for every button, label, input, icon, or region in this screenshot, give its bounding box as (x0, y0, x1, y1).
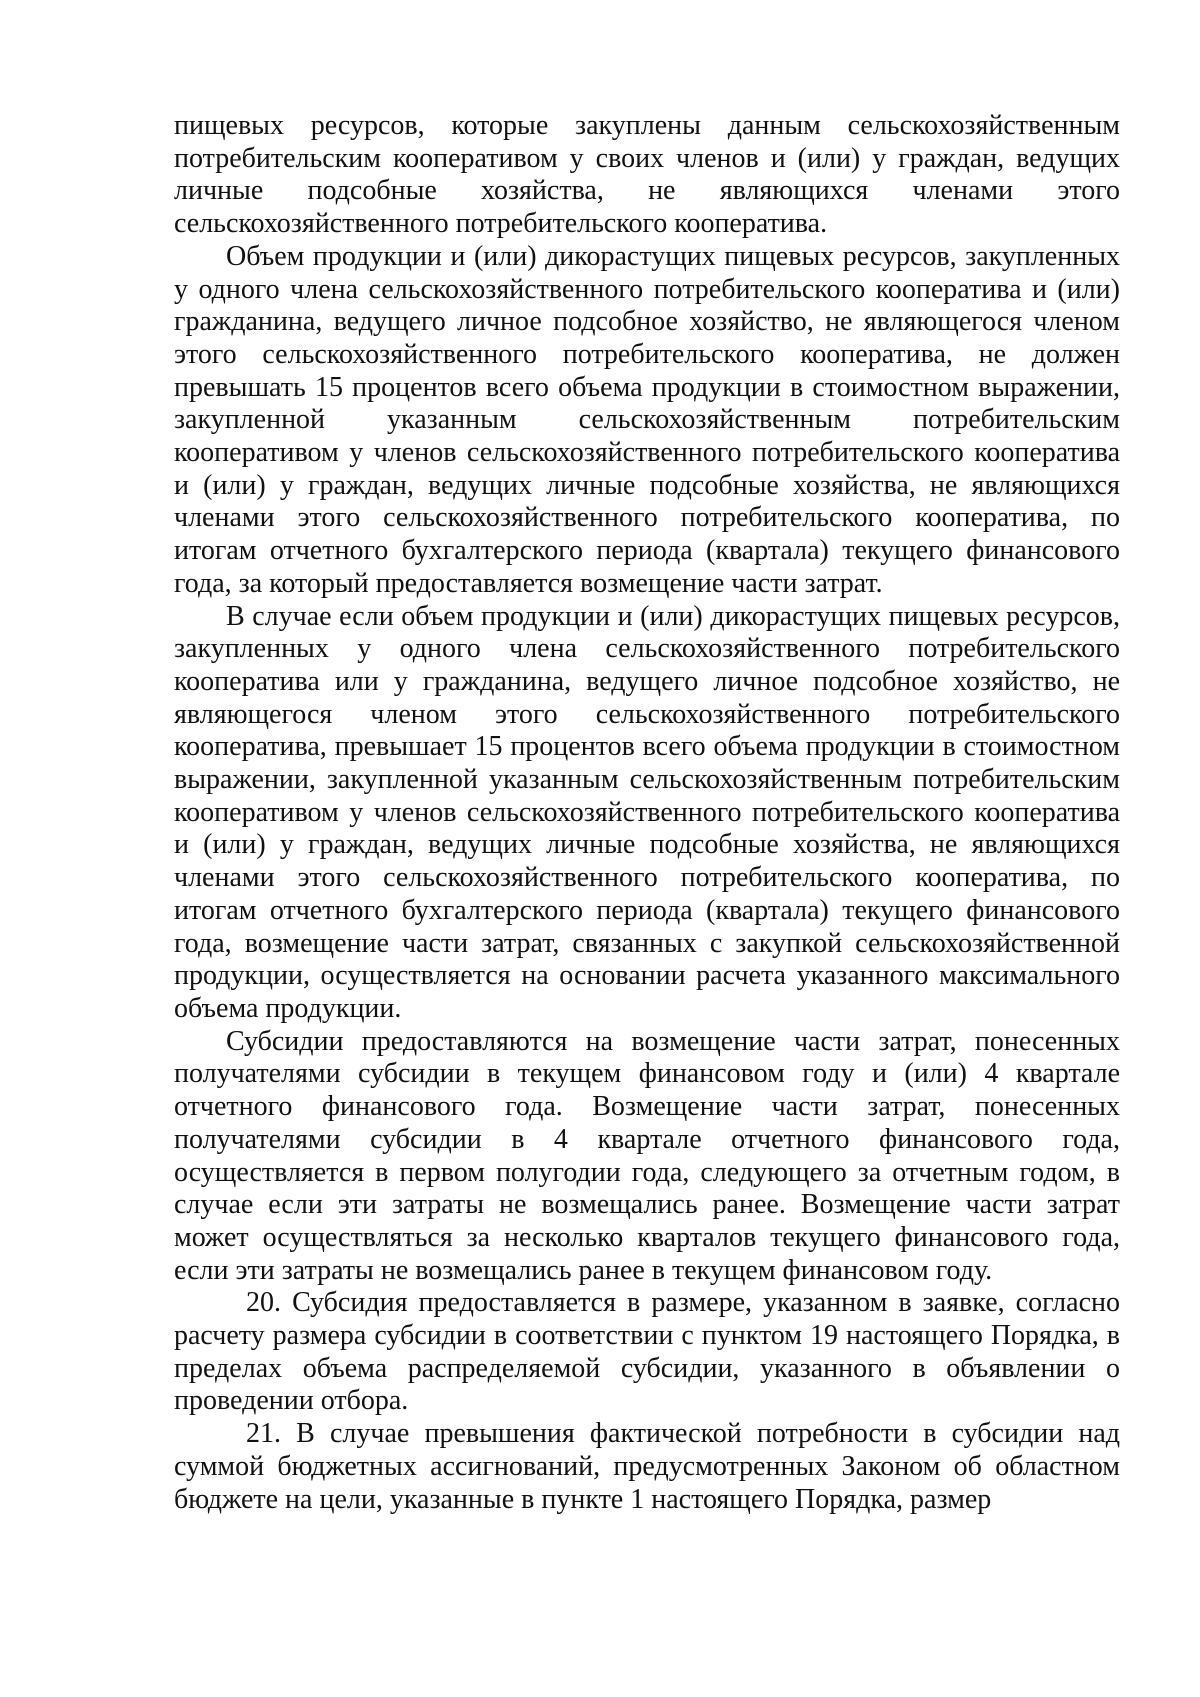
paragraph-item-21: 21. В случае превышения фактической потребности в субсидии над суммой бюджетных ассигнований, предусмотренных Законом об областном бюджете на цели, указанные в пункте 1 настоящего Порядка, размер (174, 1418, 1120, 1515)
document-page (174, 110, 1120, 1516)
paragraph-item-20: 20. Субсидия предоставляется в размере, указанном в заявке, согласно расчету размера субсидии в соответствии с пунктом 19 настоящего Порядка, в пределах объема распределяемой субсидии, указанного в объявлении о проведении отбора. (174, 1287, 1120, 1417)
paragraph-excess-volume: В случае если объем продукции и (или) дикорастущих пищевых ресурсов, закупленных у одного члена сельскохозяйственного потребительского кооператива или у гражданина, ведущего личное подсобное хозяйство, не являющегося членом этого сельскохозяйственного потребительского кооператива, превышает 15 процентов всего объема продукции в стоимостном выражении, закупленной указанным сельскохозяйственным потребительским кооперативом у членов сельскохозяйственного потребительского кооператива и (или) у граждан, ведущих личные подсобные хозяйства, не являющихся членами этого сельскохозяйственного потребительского кооператива, по итогам отчетного бухгалтерского периода (квартала) текущего финансового года, возмещение части затрат, связанных с закупкой сельскохозяйственной продукции, осуществляется на основании расчета указанного максимального объема продукции. (174, 600, 1120, 1024)
paragraph-volume-limit: Объем продукции и (или) дикорастущих пищевых ресурсов, закупленных у одного члена сельскохозяйственного потребительского кооператива и (или) гражданина, ведущего личное подсобное хозяйство, не являющегося членом этого сельскохозяйственного потребительского кооператива, не должен превышать 15 процентов всего объема продукции в стоимостном выражении, закупленной указанным сельскохозяйственным потребительским кооперативом у членов сельскохозяйственного потребительского кооператива и (или) у граждан, ведущих личные подсобные хозяйства, не являющихся членами этого сельскохозяйственного потребительского кооператива, по итогам отчетного бухгалтерского периода (квартала) текущего финансового года, за который предоставляется возмещение части затрат. (174, 240, 1120, 599)
paragraph-continuation: пищевых ресурсов, которые закуплены данным сельскохозяйственным потребительским кооперативом у своих членов и (или) у граждан, ведущих личные подсобные хозяйства, не являющихся членами этого сельскохозяйственного потребительского кооператива. (174, 110, 1120, 240)
paragraph-subsidy-compensation: Субсидии предоставляются на возмещение части затрат, понесенных получателями субсидии в текущем финансовом году и (или) 4 квартале отчетного финансового года. Возмещение части затрат, понесенных получателями субсидии в 4 квартале отчетного финансового года, осуществляется в первом полугодии года, следующего за отчетным годом, в случае если эти затраты не возмещались ранее. Возмещение части затрат может осуществляться за несколько кварталов текущего финансового года, если эти затраты не возмещались ранее в текущем финансовом году. (174, 1025, 1120, 1286)
